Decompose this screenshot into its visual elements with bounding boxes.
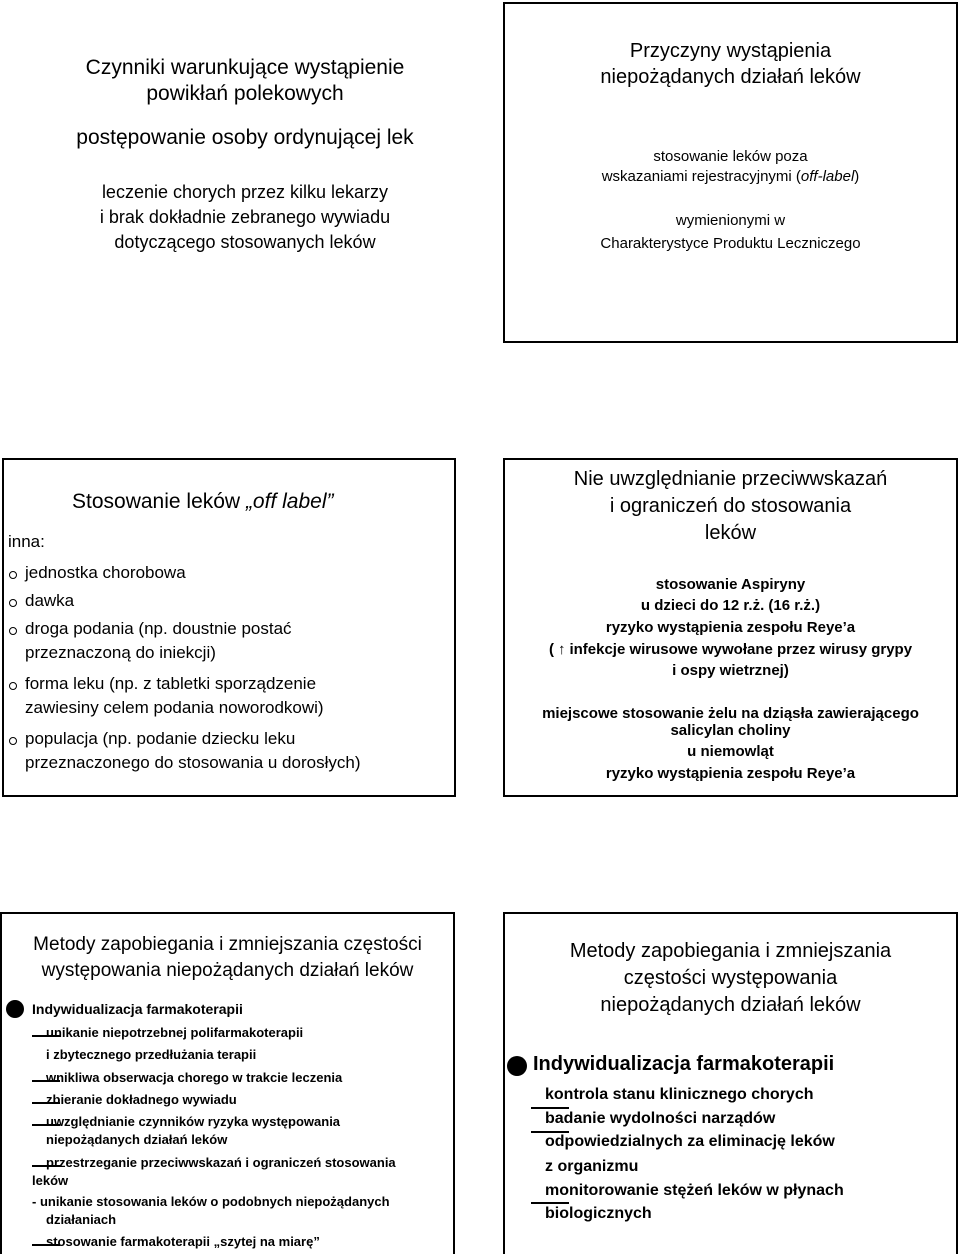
slide-4 xyxy=(503,458,958,797)
slide-5-title-line-1: Metody zapobiegania i zmniejszania częstości xyxy=(33,934,422,955)
slide-5-line-6: niepożądanych działań leków xyxy=(46,1132,228,1147)
slide-5-line-11: stosowanie farmakoterapii „szytej na miarę” xyxy=(46,1234,320,1249)
slide-5-line-4: zbieranie dokładnego wywiadu xyxy=(46,1092,237,1107)
dash-icon xyxy=(531,1107,569,1109)
slide-2-para-1-line-2 xyxy=(505,168,956,185)
slide-4-title-line-2: i ograniczeń do stosowania xyxy=(609,495,852,517)
slide-3-item-1: jednostka chorobowa xyxy=(25,563,186,582)
slide-3-title-italic: „off label” xyxy=(245,490,334,513)
slide-3-title xyxy=(72,490,333,514)
slide-4-line-8: u niemowląt xyxy=(687,743,774,760)
slide-2-para-1-line-1: stosowanie leków poza xyxy=(653,148,808,165)
slide-4-title-line-1: Nie uwzględnianie przeciwwskazań xyxy=(573,468,888,490)
slide-6-line-5: monitorowanie stężeń leków w płynach xyxy=(545,1182,844,1199)
slide-6-line-6: biologicznych xyxy=(545,1205,652,1222)
slide-3-item-4: forma leku (np. z tabletki sporządzenie xyxy=(25,674,317,693)
slide-5-line-9: - unikanie stosowania leków o podobnych niepożądanych xyxy=(32,1194,390,1209)
up-arrow-icon: ↑ xyxy=(557,641,566,658)
dash-icon xyxy=(531,1202,569,1204)
slide-5-line-2: i zbytecznego przedłużania terapii xyxy=(46,1047,257,1062)
slide-1-title-line-1: Czynniki warunkujące wystąpienie xyxy=(85,56,405,79)
slide-3-item-5: populacja (np. podanie dziecku leku xyxy=(25,729,296,748)
slide-6-line-4: z organizmu xyxy=(545,1158,639,1175)
slide-5-title-line-2: występowania niepożądanych działań leków xyxy=(41,960,414,981)
slide-4-line-7: salicylan choliny xyxy=(670,722,791,739)
bullet-icon xyxy=(9,682,17,690)
slide-3-item-3-cont: przeznaczoną do iniekcji) xyxy=(25,643,216,662)
slide-5-line-3: wnikliwa obserwacja chorego w trakcie leczenia xyxy=(46,1070,343,1085)
slide-3-intro: inna: xyxy=(8,532,45,551)
slide-6-title-line-3: niepożądanych działań leków xyxy=(600,994,861,1016)
slide-1-body-line-2: i brak dokładnie zebranego wywiadu xyxy=(99,207,391,227)
slide-3 xyxy=(2,458,456,797)
slide-6-heading: Indywidualizacja farmakoterapii xyxy=(533,1053,835,1075)
slide-4-line-9: ryzyko wystąpienia zespołu Reye’a xyxy=(605,765,856,782)
slide-3-item-3: droga podania (np. doustnie postać xyxy=(25,619,292,638)
slide-1-body-line-1: leczenie chorych przez kilku lekarzy xyxy=(101,182,389,202)
slide-3-item-5-cont: przeznaczonego do stosowania u dorosłych) xyxy=(25,753,361,772)
slide-3-item-4-cont: zawiesiny celem podania noworodkowi) xyxy=(25,698,324,717)
slide-4-line-1: stosowanie Aspiryny xyxy=(655,576,806,593)
slide-4-line-3: ryzyko wystąpienia zespołu Reye’a xyxy=(605,619,856,636)
slide-1-body-line-3: dotyczącego stosowanych leków xyxy=(114,232,376,252)
slide-4-line-2: u dzieci do 12 r.ż. (16 r.ż.) xyxy=(640,597,821,614)
slide-4-title-line-3: leków xyxy=(704,522,757,544)
bullet-icon xyxy=(6,1000,24,1018)
slide-5-heading: Indywidualizacja farmakoterapii xyxy=(32,1001,243,1017)
slide-5-line-1: unikanie niepotrzebnej polifarmakoterapii xyxy=(46,1025,304,1040)
slide-6-line-1: kontrola stanu klinicznego chorych xyxy=(545,1086,814,1103)
bullet-icon xyxy=(9,627,17,635)
slide-6 xyxy=(503,912,958,1254)
slide-6-line-2: badanie wydolności narządów xyxy=(545,1110,776,1127)
bullet-icon xyxy=(9,737,17,745)
slide-6-line-3: odpowiedzialnych za eliminację leków xyxy=(545,1133,835,1150)
slide-2-title-line-1: Przyczyny wystąpienia xyxy=(629,40,832,62)
slide-4-line-4 xyxy=(505,641,956,658)
slide-1-title-line-2: powikłań polekowych xyxy=(146,82,344,105)
bullet-icon xyxy=(9,599,17,607)
slide-5-line-10: działaniach xyxy=(46,1212,117,1227)
slide-3-title-text: Stosowanie leków xyxy=(72,490,246,513)
slide-5 xyxy=(0,912,455,1254)
slide-5-line-8: leków xyxy=(32,1173,69,1188)
slide-5-line-5: uwzględnianie czynników ryzyka występowania xyxy=(46,1114,341,1129)
slide-2-para-2-line-1: wymienionymi w xyxy=(675,212,786,229)
slide-2-title-line-2: niepożądanych działań leków xyxy=(600,66,861,88)
slide-5-line-7: przestrzeganie przeciwwskazań i ograniczeń stosowania xyxy=(46,1155,396,1170)
slide-2 xyxy=(503,2,958,343)
slide-4-line-4-text: infekcje wirusowe wywołane przez wirusy grypy xyxy=(569,641,913,658)
slide-6-title-line-2: częstości występowania xyxy=(623,967,838,989)
bullet-icon xyxy=(9,571,17,579)
slide-4-paren: ( xyxy=(548,641,554,658)
slide-1-subtitle: postępowanie osoby ordynującej lek xyxy=(76,126,414,149)
bullet-icon xyxy=(507,1056,527,1076)
slide-2-para-2-line-2: Charakterystyce Produktu Leczniczego xyxy=(600,235,861,252)
slide-2-para-1-text-a: wskazaniami rejestracyjnymi ( xyxy=(601,168,801,185)
slide-4-line-6: miejscowe stosowanie żelu na dziąsła zawierającego xyxy=(542,705,919,722)
slide-4-line-5: i ospy wietrznej) xyxy=(672,662,789,679)
slide-6-title-line-1: Metody zapobiegania i zmniejszania xyxy=(569,940,892,962)
slide-1 xyxy=(0,0,490,343)
slide-2-off-label: off-label xyxy=(800,168,855,185)
slide-2-para-1-text-b: ) xyxy=(854,168,860,185)
slide-3-item-2: dawka xyxy=(25,591,75,610)
